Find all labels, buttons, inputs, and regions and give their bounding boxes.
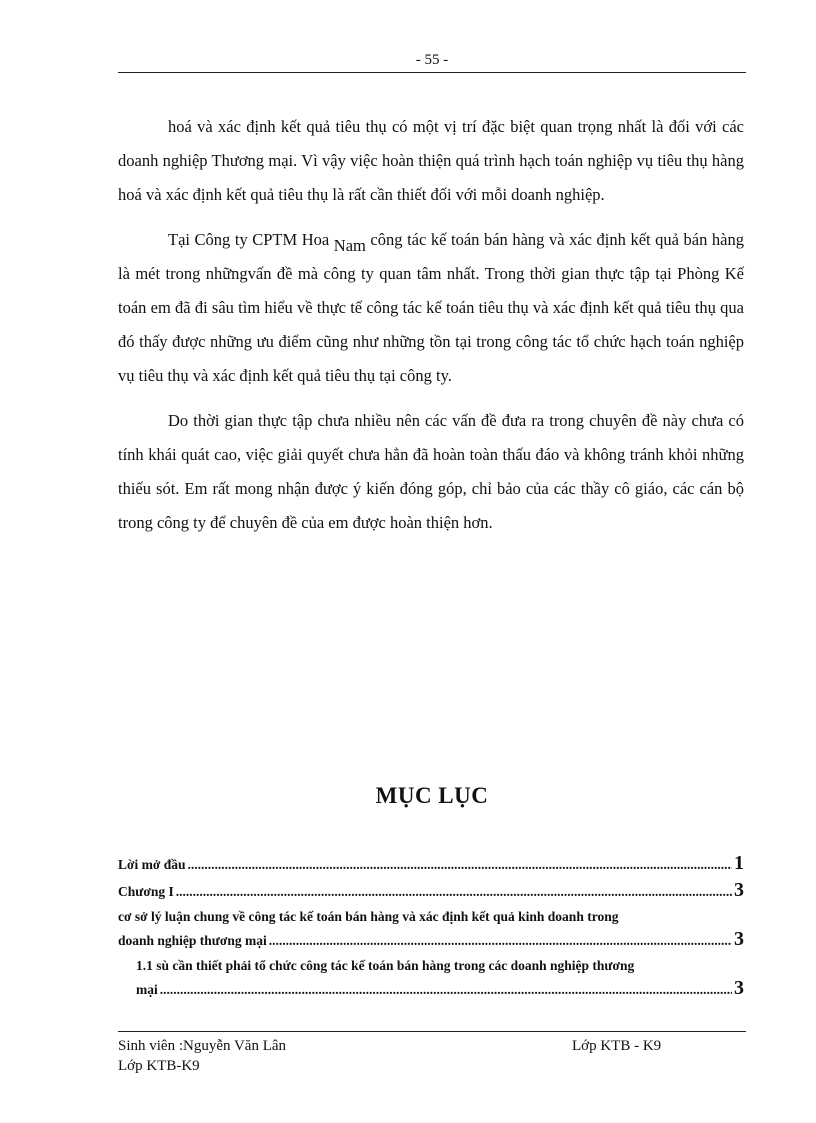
toc-title: MỤC LỤC	[375, 783, 489, 808]
paragraph-2	[118, 223, 744, 393]
toc-entry-page: 3	[734, 977, 744, 999]
toc-entry-chapter-desc[interactable]	[118, 906, 744, 951]
toc-leader-dots	[176, 884, 732, 900]
paragraph-3: Do thời gian thực tập chưa nhiều nên các vấn đề đưa ra trong chuyên đề này chưa có tính khái quát cao, việc giải quyết chưa hẳn đã hoàn toàn thấu đáo và không tránh khỏi những thiếu sót. Em rất mong nhận được ý kiến đóng góp, chỉ bảo của các thầy cô giáo, các cán bộ trong công ty để chuyên đề của em được hoàn thiện hơn.	[118, 411, 744, 532]
footer-rule	[118, 1031, 746, 1032]
paragraph-2-start: Tại Công ty CPTM Hoa	[168, 230, 334, 249]
paragraph-2-rest: công tác kế toán bán hàng và xác định kết quả bán hàng là mét trong nhữngvấn đề mà công ty quan tâm nhất. Trong thời gian thực tập tại Phòng Kế toán em đã đi sâu tìm hiểu về thực tế công tác kế toán tiêu thụ và xác định kết quả tiêu thụ qua đó thấy được những ưu điểm cũng như những tồn tại trong công tác tổ chức hạch toán nghiệp vụ tiêu thụ và xác định kết quả tiêu thụ tại công ty.	[118, 230, 744, 385]
footer-class-right: Lớp KTB - K9	[572, 1038, 662, 1054]
toc-leader-dots	[269, 933, 732, 949]
toc-entry-title: Chương I	[118, 884, 174, 899]
table-of-contents	[118, 852, 744, 1004]
toc-entry-title: Lời mở đầu	[118, 857, 186, 872]
toc-entry-title-line2: doanh nghiệp thương mại	[118, 933, 267, 948]
toc-entry-page: 3	[734, 928, 744, 950]
toc-entry-intro[interactable]	[118, 852, 744, 875]
body-text	[118, 110, 744, 551]
toc-leader-dots	[187, 857, 732, 873]
toc-leader-dots	[160, 982, 732, 998]
page-number: - 55 -	[415, 52, 449, 68]
footer-student: Sinh viên :Nguyễn Văn Lân	[118, 1038, 287, 1054]
header-rule	[118, 72, 746, 73]
toc-entry-title-line1: 1.1 sù cần thiết phải tổ chức công tác kế toán bán hàng trong các doanh nghiệp thương	[136, 958, 635, 973]
paragraph-1: hoá và xác định kết quả tiêu thụ có một vị trí đặc biệt quan trọng nhất là đối với các doanh nghiệp Thương mại. Vì vậy việc hoàn thiện quá trình hạch toán nghiệp vụ tiêu thụ hàng hoá và xác định kết quả tiêu thụ là rất cần thiết đối với mỗi doanh nghiệp.	[118, 117, 744, 204]
paragraph-2-subscript: Nam	[333, 236, 366, 255]
footer-class-left: Lớp KTB-K9	[118, 1058, 200, 1074]
toc-entry-title-line2: mại	[136, 982, 158, 997]
toc-entry-chapter-1[interactable]	[118, 879, 744, 902]
toc-entry-page: 1	[734, 852, 744, 874]
footer-left	[118, 1036, 286, 1076]
toc-entry-page: 3	[734, 879, 744, 901]
toc-entry-section-1-1[interactable]	[118, 955, 744, 1000]
toc-entry-title-line1: cơ sở lý luận chung về công tác kế toán bán hàng và xác định kết quả kinh doanh trong	[118, 909, 619, 924]
